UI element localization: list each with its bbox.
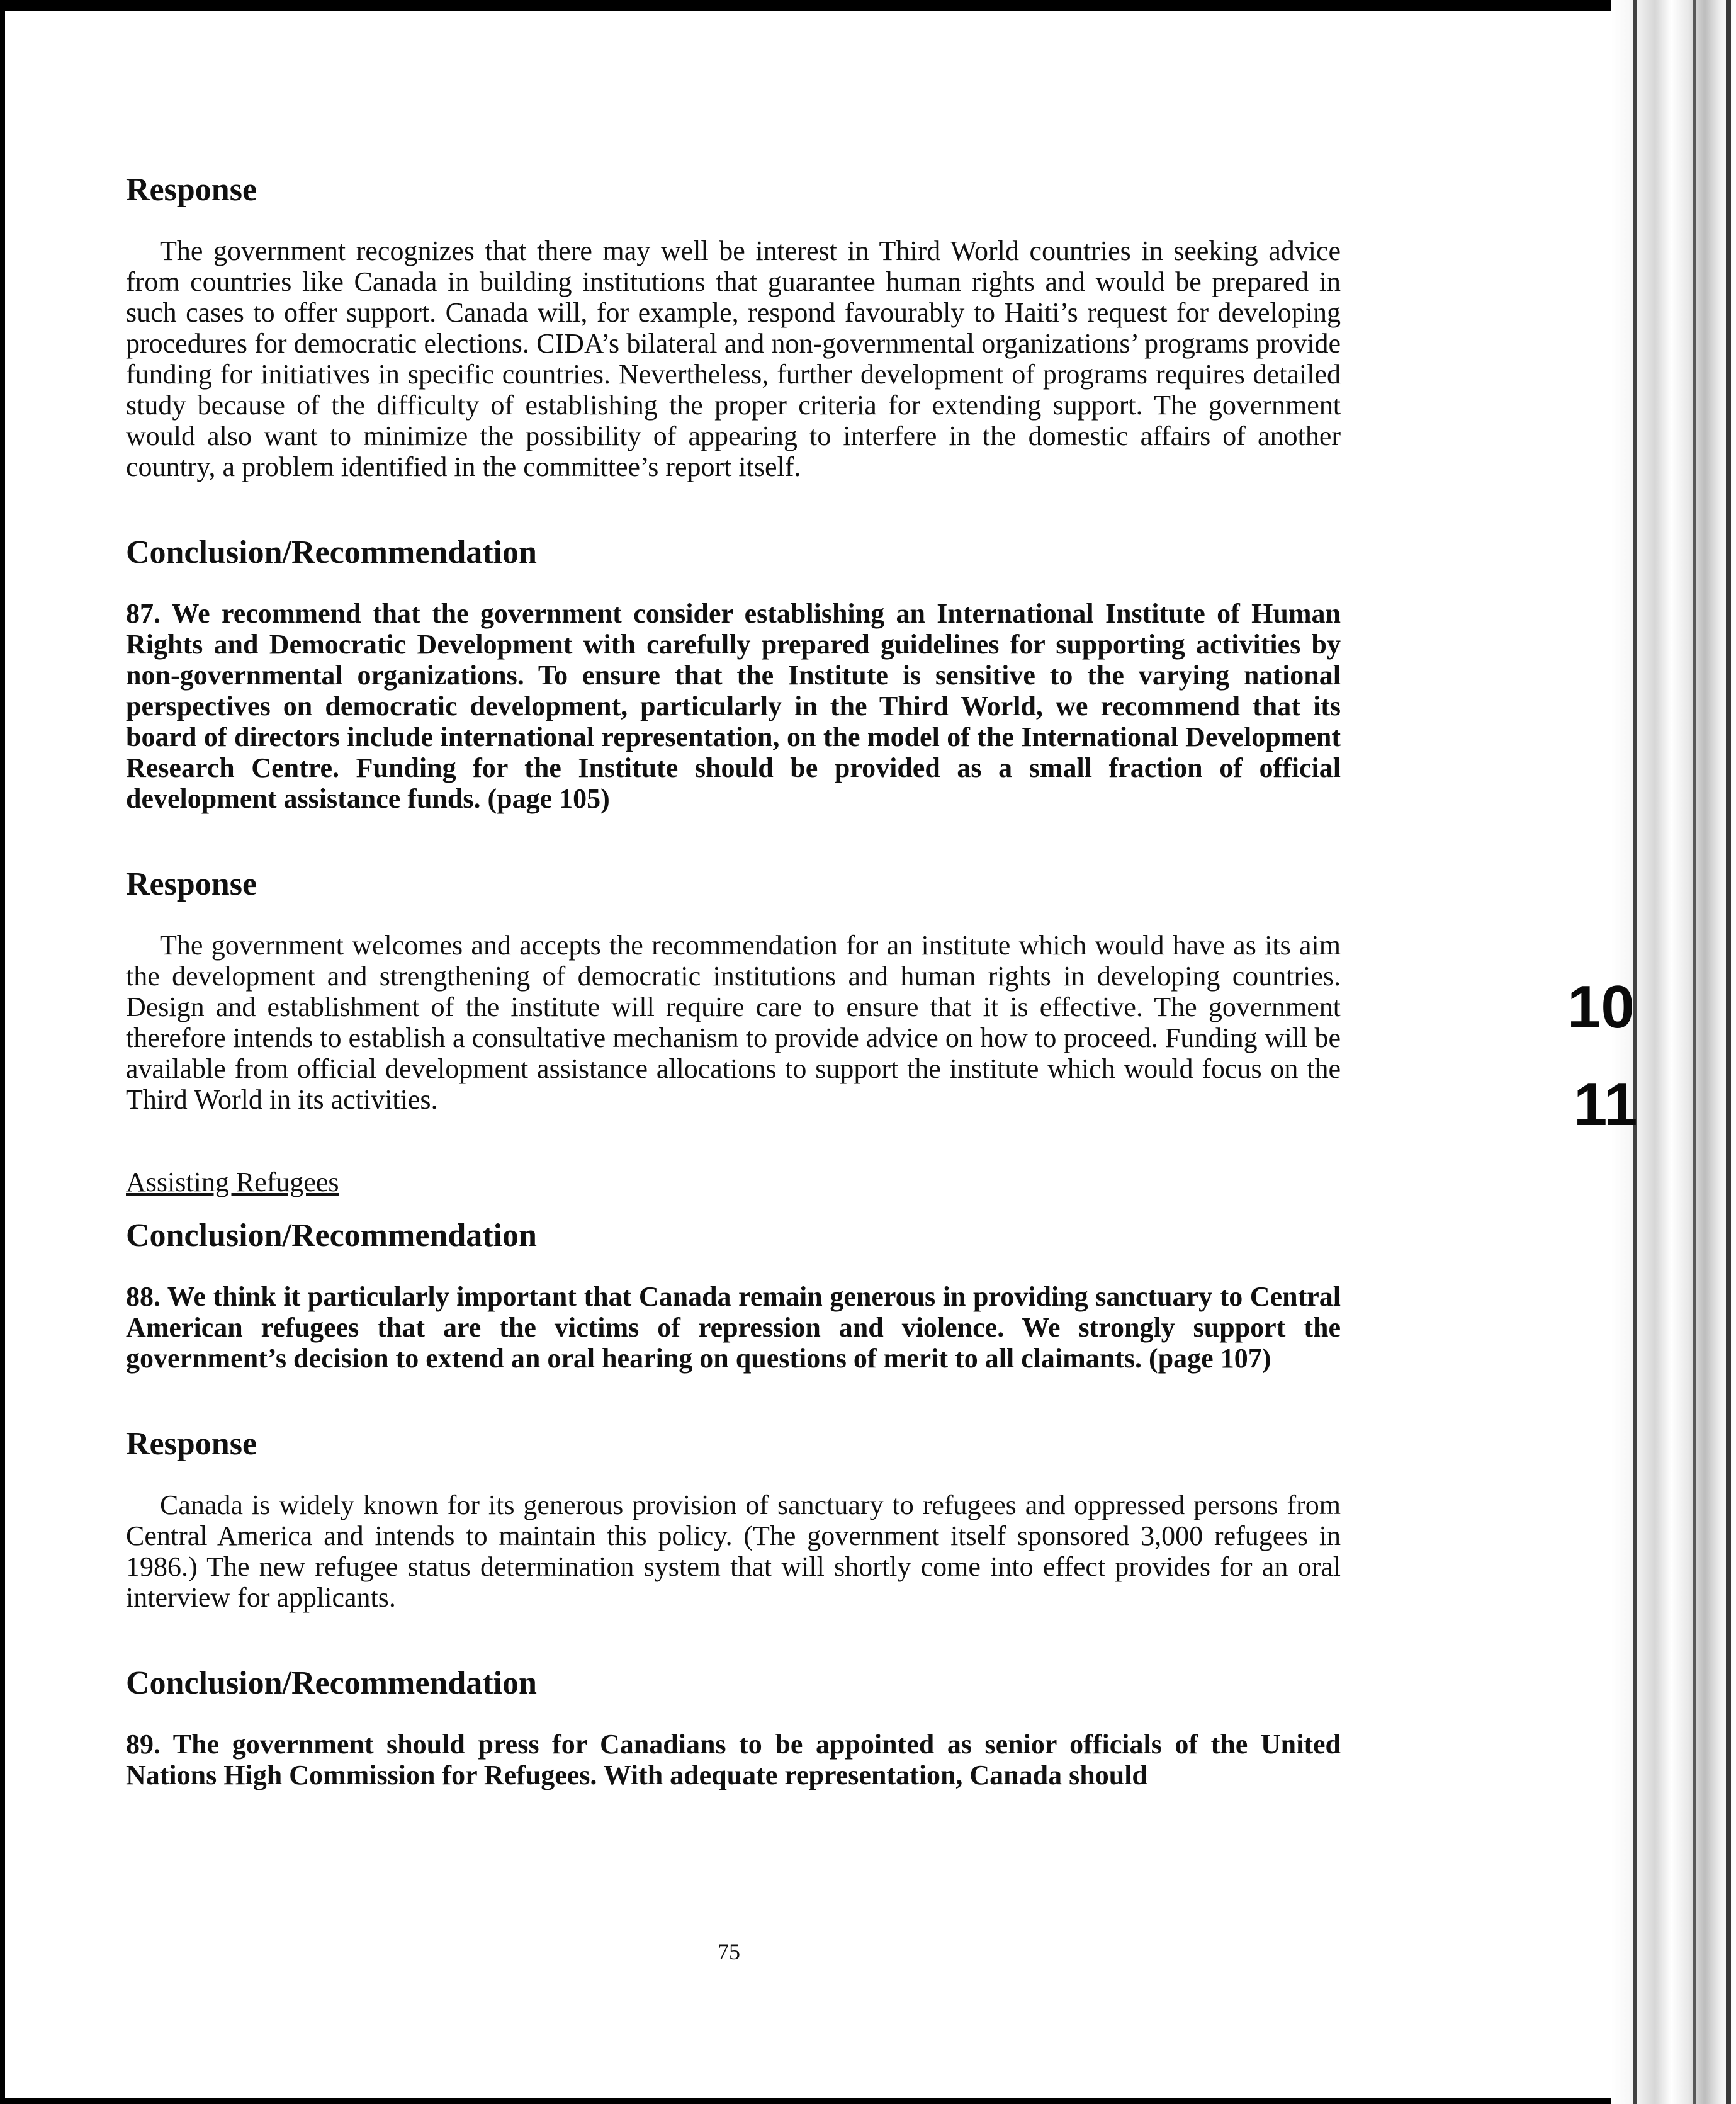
recommendation-text: We think it particularly important that Canada remain generous in providing sanctuary to Central American refugees that are the victims of repression and violence. We strongly support the government’s decision to extend an oral hearing on questions of merit to all claimants. (page 107): [126, 1281, 1341, 1374]
subsection-title: Assisting Refugees: [126, 1167, 339, 1197]
recommendation-number: 88.: [126, 1281, 161, 1312]
recommendation-text: The government should press for Canadians to be appointed as senior officials of the United Nations High Commission for Refugees. With adequate representation, Canada should: [126, 1729, 1341, 1790]
response-paragraph: Canada is widely known for its generous provision of sanctuary to refugees and oppressed persons from Central America and intends to maintain this policy. (The government itself sponsored 3,000 refugees in 1986.) The new refugee status determination system that will shortly come into effect provides for an oral interview for applicants.: [126, 1490, 1341, 1613]
page-number: 75: [718, 1939, 740, 1964]
recommendation-number: 89.: [126, 1729, 161, 1760]
scan-bottom-edge: [0, 2098, 1736, 2104]
section-heading-recommendation: Conclusion/Recommendation: [126, 534, 537, 570]
scan-left-edge: [0, 0, 5, 2104]
recommendation-paragraph: [126, 1281, 1341, 1374]
response-paragraph: The government recognizes that there may well be interest in Third World countries in seeking advice from countries like Canada in building institutions that guarantee human rights and would be prepared in such cases to offer support. Canada will, for example, respond favourably to Haiti’s request for developing procedures for democratic elections. CIDA’s bilateral and non-governmental organizations’ programs provide funding for initiatives in specific countries. Nevertheless, further development of programs requires detailed study because of the difficulty of establishing the proper criteria for extending support. The government would also want to minimize the possibility of appearing to interfere in the domestic affairs of another country, a problem identified in the committee’s report itself.: [126, 235, 1341, 482]
section-heading-response: Response: [126, 866, 257, 902]
response-paragraph: The government welcomes and accepts the recommendation for an institute which would have as its aim the development and strengthening of democratic institutions and human rights in developing countries. Design and establishment of the institute will require care to ensure that it is effective. The government therefore intends to establish a consultative mechanism to provide advice on how to proceed. Funding will be available from official development assistance allocations to support the institute which would focus on the Third World in its activities.: [126, 930, 1341, 1115]
margin-tab-label: 10: [1567, 973, 1635, 1041]
section-heading-response: Response: [126, 172, 257, 208]
spine-shadow-line: [1633, 0, 1637, 2104]
page-content: [126, 170, 1341, 1841]
spine-shadow-line: [1693, 0, 1696, 2104]
recommendation-paragraph: [126, 598, 1341, 814]
margin-tab-label: 11: [1574, 1071, 1638, 1138]
recommendation-paragraph: [126, 1729, 1341, 1790]
section-heading-response: Response: [126, 1426, 257, 1462]
recommendation-text: We recommend that the government consider establishing an International Institute of Human Rights and Democratic Development with carefully prepared guidelines for supporting activities by non-governmental organizations. To ensure that the Institute is sensitive to the varying national perspectives on democratic development, particularly in the Third World, we recommend that its board of directors include international representation, on the model of the International Development Research Centre. Funding for the Institute should be provided as a small fraction of official development assistance funds. (page 105): [126, 598, 1341, 814]
scan-top-edge: [0, 0, 1736, 11]
section-heading-recommendation: Conclusion/Recommendation: [126, 1218, 537, 1253]
recommendation-number: 87.: [126, 598, 161, 629]
section-heading-recommendation: Conclusion/Recommendation: [126, 1665, 537, 1701]
binding-spine: [1611, 0, 1736, 2104]
spine-shadow-line: [1726, 0, 1731, 2104]
